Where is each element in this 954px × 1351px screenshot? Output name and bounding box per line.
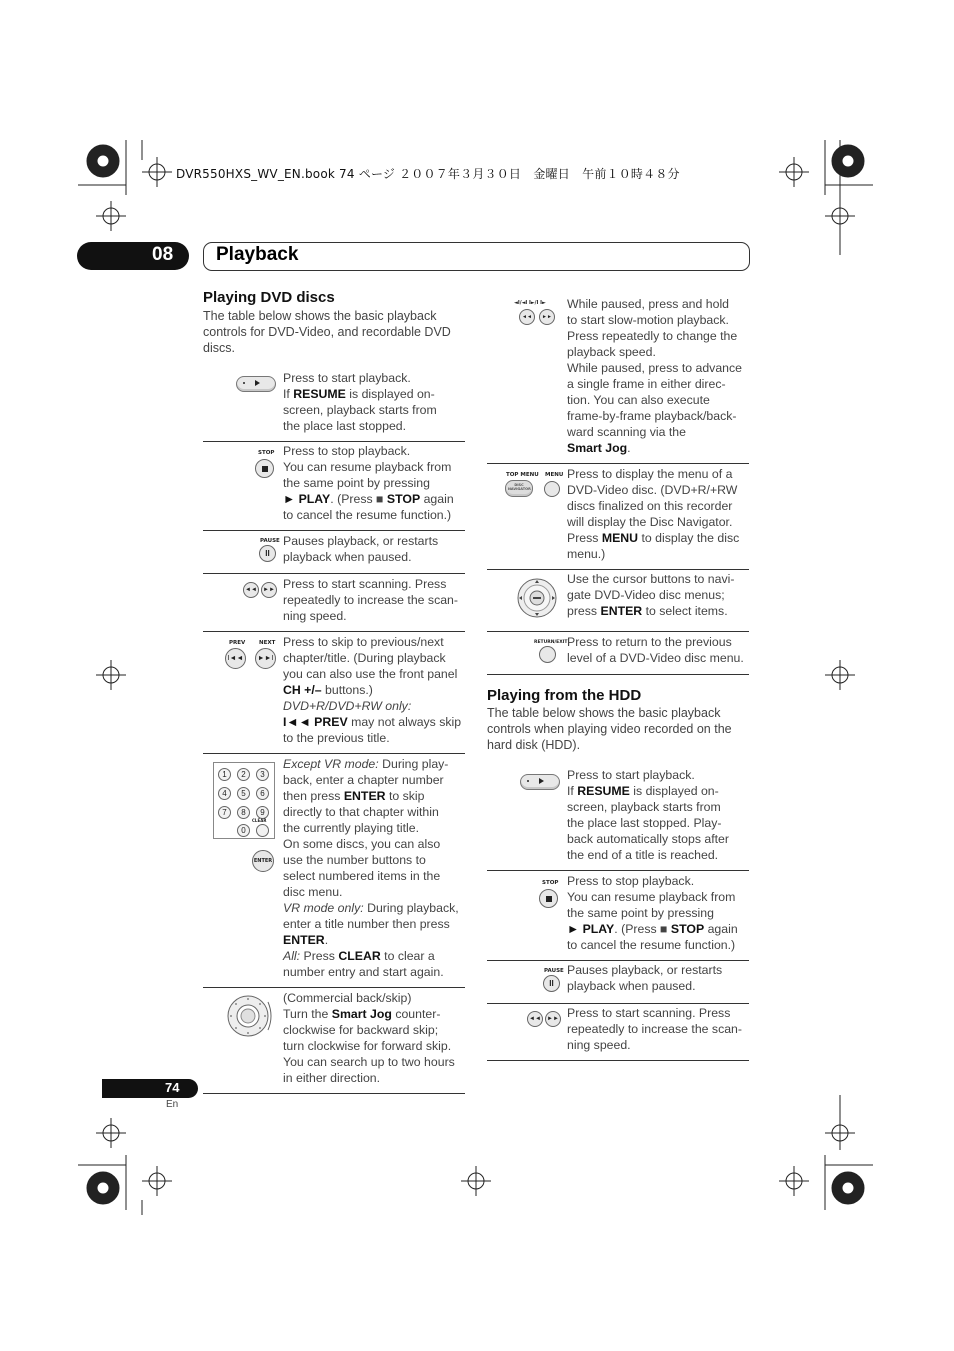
top-menu-button — [505, 480, 533, 497]
return-button — [539, 646, 556, 663]
row-slow: While paused, press and hold to start slow-motion playback. Press repeatedly to change the playback speed. While paused, press to advance a single frame in either direc- tion. You can also execute frame-by-frame playback/back- ward scanning via the Smart Jog. — [567, 297, 742, 455]
number-key: 9 — [256, 806, 269, 819]
row-hdd-stop: Press to stop playback. You can resume playback from the same point by pressing ► PLAY. (Press ■ STOP again to cancel the resume function.) — [567, 874, 738, 952]
number-key: 3 — [256, 768, 269, 781]
row-divider — [487, 870, 749, 871]
number-pad — [213, 762, 275, 839]
file-header: DVR550HXS_WV_EN.book 74 ページ ２００７年３月３０日 金曜日 午前１０時４８分 — [176, 167, 680, 181]
row-divider — [487, 674, 749, 675]
play-icon — [520, 774, 560, 790]
row-play: Press to start playback. If RESUME is displayed on- screen, playback starts from the place last stopped. — [283, 371, 437, 433]
row-divider — [203, 573, 465, 574]
row-divider — [487, 463, 749, 464]
row-divider — [203, 753, 465, 754]
hdd-stop-label: STOP — [542, 880, 559, 886]
skip-back-icon: I◄◄ — [227, 655, 244, 662]
row-divider — [487, 960, 749, 961]
enter-label: ENTER — [253, 858, 273, 864]
row-smart-jog: (Commercial back/skip) Turn the Smart Jog counter- clockwise for backward skip; turn clockwise for forward skip. You can search up to two hours in either direction. — [283, 991, 455, 1085]
row-divider — [487, 1060, 749, 1061]
row-hdd-play: Press to start playback. If RESUME is displayed on- screen, playback starts from the place last stopped. Play- back automatically stops after the end of a title is reached. — [567, 768, 729, 862]
row-divider — [203, 1093, 465, 1094]
cursor-pad-icon — [516, 577, 558, 619]
hdd-scan-back-button — [527, 1011, 543, 1027]
row-hdd-scan: Press to start scanning. Press repeatedly to increase the scan- ning speed. — [567, 1006, 742, 1052]
section-heading-hdd: Playing from the HDD — [487, 687, 642, 704]
hdd-scan-forward-button — [545, 1011, 561, 1027]
row-menu: Press to display the menu of a DVD-Video disc. (DVD+R/+RW discs finalized on this recorder will display the Disc Navigator. Press MENU to display the disc menu.) — [567, 467, 740, 561]
top-menu-label: TOP MENU — [506, 472, 539, 478]
section-intro-dvd: The table below shows the basic playback controls for DVD-Video, and recordable DVD discs. — [203, 309, 451, 355]
enter-button — [252, 850, 274, 872]
stop-icon — [546, 896, 552, 902]
row-numbers: Except VR mode: During play- back, enter a chapter number then press ENTER to skip directly to that chapter within the currently playing title. On some discs, you can also use the number buttons to select numbered items in the disc menu. VR mode only: During playback, enter a title number then press ENTER. All: Press CLEAR to clear a number entry and start again. — [283, 757, 459, 979]
number-key: 0 — [237, 824, 250, 837]
row-cursor: Use the cursor buttons to navi- gate DVD-Video disc menus; press ENTER to select items. — [567, 572, 735, 618]
row-scan: Press to start scanning. Press repeatedly to increase the scan- ning speed. — [283, 577, 458, 623]
number-key: 6 — [256, 787, 269, 800]
row-pause: Pauses playback, or restarts playback when paused. — [283, 534, 439, 564]
prev-label: PREV — [229, 640, 246, 646]
scan-back-button — [243, 582, 259, 598]
number-key: 7 — [218, 806, 231, 819]
number-key: 8 — [237, 806, 250, 819]
disc-navigator-label: DISC NAVIGATOR — [508, 483, 531, 491]
hdd-stop-button — [539, 889, 558, 908]
row-divider — [487, 1003, 749, 1004]
row-prev-next: Press to skip to previous/next chapter/title. (During playback you can also use the front panel CH +/– buttons.) DVD+R/DVD+RW only: I◄◄ PREV may not always skip to the previous title. — [283, 635, 462, 745]
row-divider — [487, 569, 749, 570]
row-stop: Press to stop playback. You can resume playback from the same point by pressing ► PLAY. (Press ■ STOP again to cancel the resume function.) — [283, 444, 454, 522]
chapter-title: Playback — [216, 244, 299, 265]
row-divider — [487, 631, 749, 632]
scan-forward-button — [261, 582, 277, 598]
slow-label: ◄I/◄I I►/I I► — [514, 300, 546, 306]
menu-label: MENU — [545, 472, 564, 478]
pause-label: PAUSE — [260, 538, 280, 544]
menu-button — [544, 481, 560, 497]
return-label: RETURN/EXIT — [534, 640, 568, 645]
section-intro-hdd: The table below shows the basic playback controls when playing video recorded on the hard disk (HDD). — [487, 706, 732, 752]
fast-forward-icon: ►► — [547, 1016, 559, 1022]
hdd-pause-label: PAUSE — [544, 968, 564, 974]
chapter-number: 08 — [152, 244, 174, 265]
next-label: NEXT — [259, 640, 276, 646]
prev-button — [225, 648, 246, 669]
hdd-pause-button — [543, 975, 560, 992]
pause-icon: II — [265, 549, 270, 558]
page-number-tab — [102, 1079, 198, 1098]
pause-icon: II — [549, 979, 554, 988]
rewind-icon: ◄◄ — [529, 1016, 541, 1022]
number-key: 1 — [218, 768, 231, 781]
page-number: 74 — [165, 1080, 180, 1095]
rewind-icon: ◄◄ — [245, 587, 257, 593]
slow-forward-button — [539, 309, 555, 325]
play-icon — [236, 376, 276, 392]
next-button — [255, 648, 276, 669]
row-divider — [203, 441, 465, 442]
pause-button — [259, 545, 276, 562]
smart-jog-dial-icon — [226, 994, 278, 1038]
row-divider — [203, 631, 465, 632]
slow-back-button — [519, 309, 535, 325]
number-key: 2 — [237, 768, 250, 781]
clear-label: CLEAR — [252, 818, 267, 823]
section-heading-dvd: Playing DVD discs — [203, 289, 335, 306]
stop-icon — [262, 466, 268, 472]
fast-forward-icon: ►► — [263, 587, 275, 593]
page-language: En — [166, 1099, 179, 1110]
clear-key — [256, 824, 269, 837]
row-return: Press to return to the previous level of a DVD-Video disc menu. — [567, 635, 744, 665]
number-key: 5 — [237, 787, 250, 800]
row-hdd-pause: Pauses playback, or restarts playback when paused. — [567, 963, 723, 993]
stop-button — [255, 459, 274, 478]
row-divider — [203, 530, 465, 531]
skip-forward-icon: ►►I — [257, 655, 274, 662]
number-key: 4 — [218, 787, 231, 800]
stop-label: STOP — [258, 450, 275, 456]
slow-back-icon: ◄◄ — [522, 314, 532, 320]
slow-forward-icon: ►► — [542, 314, 552, 320]
row-divider — [203, 987, 465, 988]
